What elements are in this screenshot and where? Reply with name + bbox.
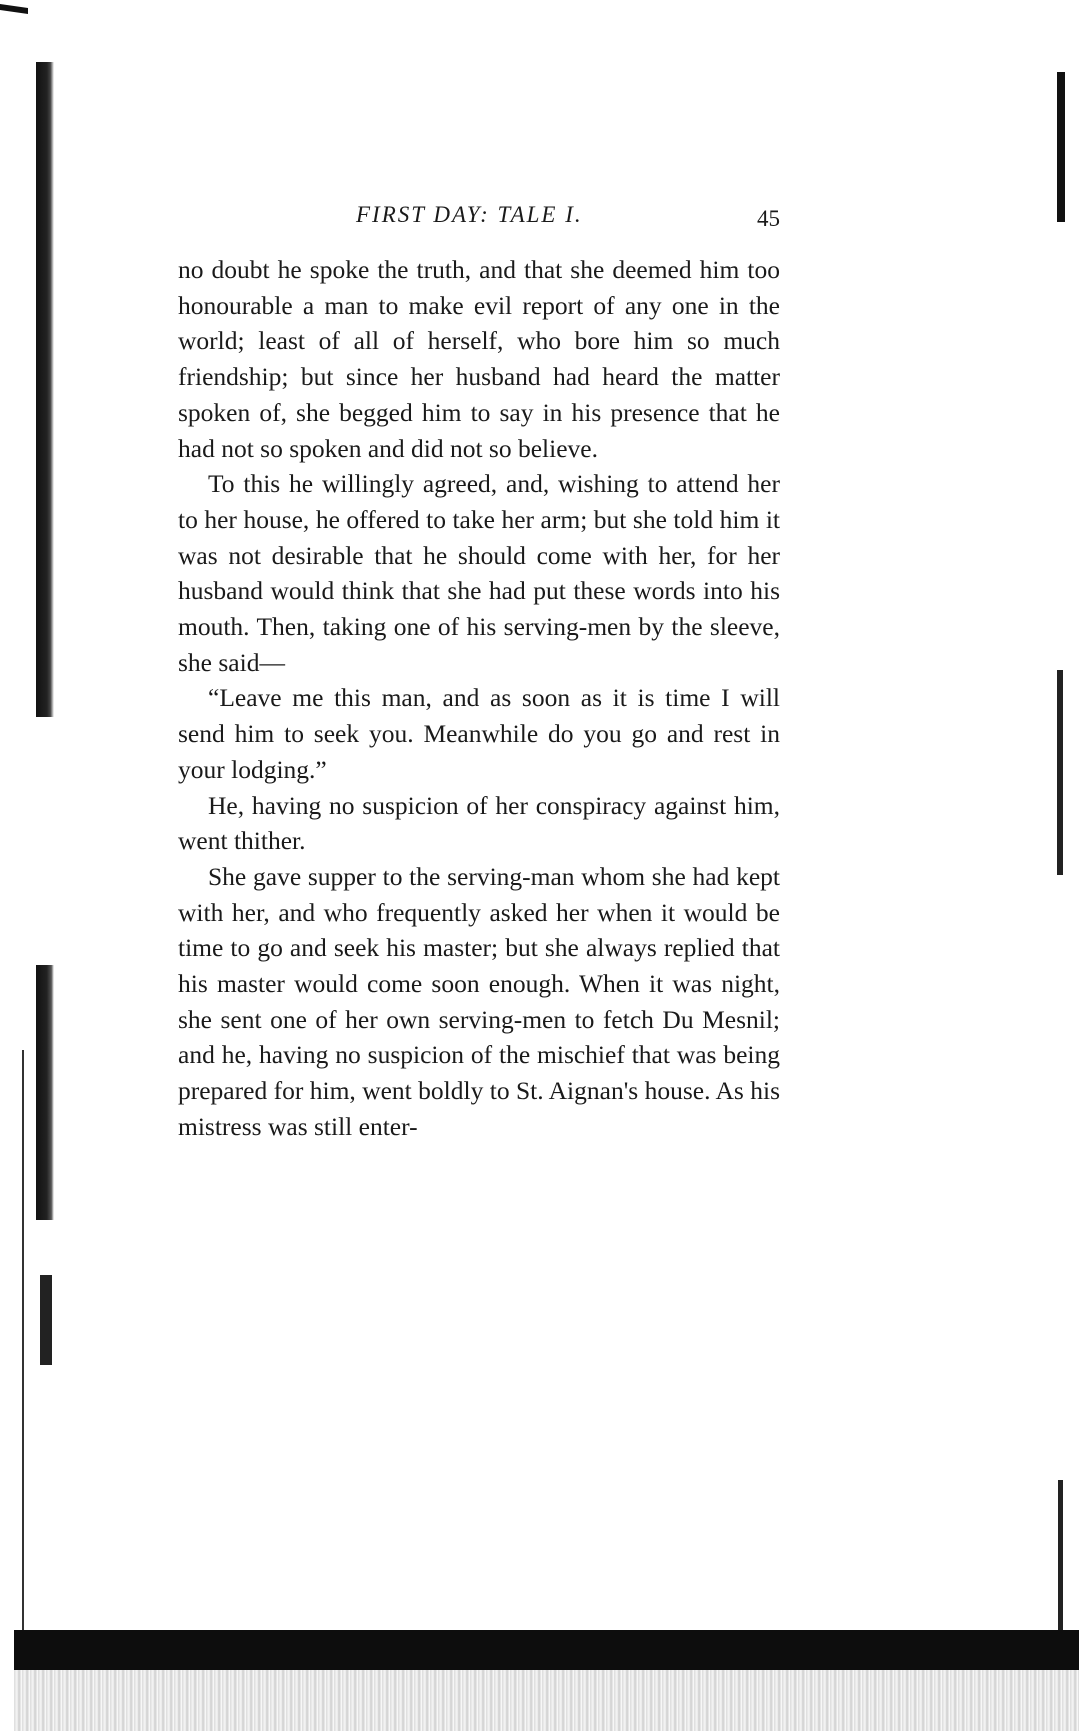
paragraph: She gave supper to the serving-man whom she had kept with her, and who frequently asked her when it would be time to go and seek his master; but she always replied that his master would come soon enough. When it was night, she sent one of her own serving-men to fetch Du Mesnil; and he, having no suspicion of the mischief that was being prepared for him, went boldly to St. Aignan's house. As his mistress was still enter- (178, 861, 780, 1141)
scan-artifact-left-edge-bottom (40, 1275, 52, 1365)
paragraph: He, having no suspicion of her conspiracy against him, went thither. (178, 790, 780, 856)
paragraph: To this he willingly agreed, and, wishing to attend her to her house, he offered to take her arm; but she told him it was not desirable that he should come with her, for her husband would think that she had put these words into his mouth. Then, taking one of his serving-men by the sleeve, she said— (178, 469, 780, 677)
running-head-title: FIRST DAY: TALE I. (356, 202, 583, 227)
scan-artifact-corner (0, 4, 28, 14)
page-number: 45 (757, 206, 780, 231)
scan-artifact-bottom-noise (14, 1670, 1079, 1731)
scan-artifact-left-edge (36, 62, 54, 717)
scan-artifact-bottom-bar (14, 1630, 1079, 1670)
running-head (178, 202, 780, 242)
scan-artifact-left-line (22, 1050, 24, 1640)
body-text (178, 252, 780, 1145)
scan-artifact-right-edge-top (1057, 72, 1065, 222)
scan-artifact-right-edge-middle (1057, 670, 1063, 875)
scan-artifact-right-edge-bottom (1058, 1480, 1063, 1630)
scan-artifact-left-edge-lower (36, 965, 54, 1220)
paragraph: “Leave me this man, and as soon as it is time I will send him to seek you. Meanwhile do you go and rest in your lodging.” (178, 683, 780, 784)
paragraph: no doubt he spoke the truth, and that she deemed him too honourable a man to make evil report of any one in the world; least of all of herself, who bore him so much friendship; but since her husband had heard the matter spoken of, she begged him to say in his presence that he had not so spoken and did not so believe. (178, 255, 780, 463)
